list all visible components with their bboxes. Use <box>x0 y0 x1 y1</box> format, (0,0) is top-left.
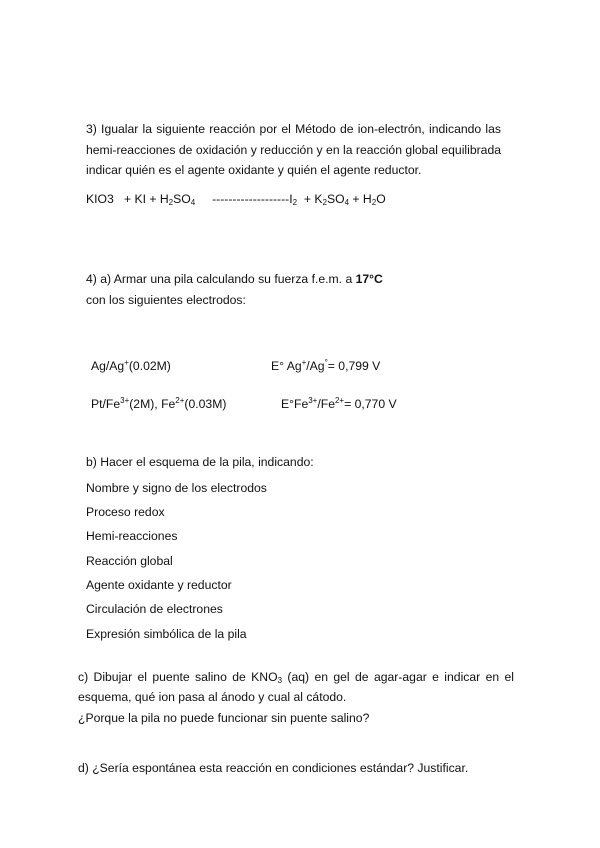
sub-2b: 2 <box>292 198 298 207</box>
product-so: SO <box>326 192 345 206</box>
e2-left-c: (0.03M) <box>184 397 227 411</box>
e2-right-c: = 0,770 V <box>344 397 397 411</box>
c-line1-b: (aq) en gel de agar-agar e indicar en el <box>282 670 514 684</box>
e2-left-sup2: 2+ <box>175 396 185 405</box>
electrode-2-left <box>91 397 226 411</box>
e1-left-a: Ag/Ag <box>91 359 125 373</box>
q3-reaction <box>86 192 386 206</box>
b-item-6: Circulación de electrones <box>86 602 223 616</box>
product-h: + H <box>352 192 372 206</box>
e1-right-c: = 0,799 V <box>327 359 381 373</box>
b-item-5: Agente oxidante y reductor <box>86 578 232 592</box>
b-item-7: Expresión simbólica de la pila <box>86 627 247 641</box>
q4-b-title: b) Hacer el esquema de la pila, indicando: <box>86 455 314 469</box>
q4-d-line: d) ¿Sería espontánea esta reacción en condiciones estándar? Justificar. <box>78 761 469 775</box>
e2-right-sup1: 3+ <box>308 396 318 405</box>
e2-right-b: /Fe <box>317 397 335 411</box>
c-line1-sub: 3 <box>277 676 283 685</box>
sub-2c: 2 <box>322 198 327 207</box>
e1-left-sup: + <box>124 358 129 367</box>
b-item-4: Reacción global <box>86 554 173 568</box>
e2-right-sup2: 2+ <box>334 396 345 405</box>
e1-right-a: E° Ag <box>271 359 302 373</box>
electrode-2-potential <box>281 397 397 411</box>
product-o: O <box>376 192 386 206</box>
q4-c-line-2: esquema, qué ion pasa al ánodo y cual al cátodo. <box>78 690 347 704</box>
b-item-2: Proceso redox <box>86 505 165 519</box>
e1-right-sup2: ° <box>324 358 328 367</box>
sub-2d: 2 <box>371 198 377 207</box>
e2-left-sup1: 3+ <box>120 396 130 405</box>
b-item-1: Nombre y signo de los electrodos <box>86 481 267 495</box>
q3-line-2: hemi-reacciones de oxidación y reducción y en la reacción global equilibrada <box>86 143 501 157</box>
e2-right-a: E°Fe <box>281 397 309 411</box>
sub-2: 2 <box>168 198 174 207</box>
e1-right-b: /Ag <box>306 359 325 373</box>
c-line1-a: c) Dibujar el puente salino de KNO <box>78 670 278 684</box>
sub-4b: 4 <box>344 198 350 207</box>
electrode-1-potential <box>271 359 380 373</box>
product-i: I <box>289 192 293 206</box>
q3-line-3: indicar quién es el agente oxidante y quién el agente reductor. <box>86 163 422 177</box>
q4-c-line-3: ¿Porque la pila no puede funcionar sin puente salino? <box>78 711 370 725</box>
q3-line-1: 3) Igualar la siguiente reacción por el Método de ion-electrón, indicando las <box>86 122 501 136</box>
q4-temperature: 17°C <box>355 272 383 286</box>
b-item-3: Hemi-reacciones <box>86 529 178 543</box>
reactant-kio3: KIO3 <box>86 192 114 206</box>
reactant-ki-h: + KI + H <box>123 192 169 206</box>
product-k: + K <box>303 192 323 206</box>
q4-intro-2: con los siguientes electrodos: <box>86 293 246 307</box>
electrode-1-left <box>91 359 171 373</box>
q4-intro-1 <box>86 272 383 286</box>
q4-intro-text: 4) a) Armar una pila calculando su fuerza f.e.m. a <box>86 272 356 286</box>
e2-left-a: Pt/Fe <box>91 397 121 411</box>
reactant-so: SO <box>173 192 191 206</box>
q4-c-line-1 <box>78 669 514 685</box>
e2-left-b: (2M), Fe <box>129 397 176 411</box>
sub-4: 4 <box>190 198 196 207</box>
e1-right-sup1: + <box>301 358 307 367</box>
e1-left-b: (0.02M) <box>128 359 171 373</box>
reaction-arrow: ------------------- <box>212 192 290 206</box>
